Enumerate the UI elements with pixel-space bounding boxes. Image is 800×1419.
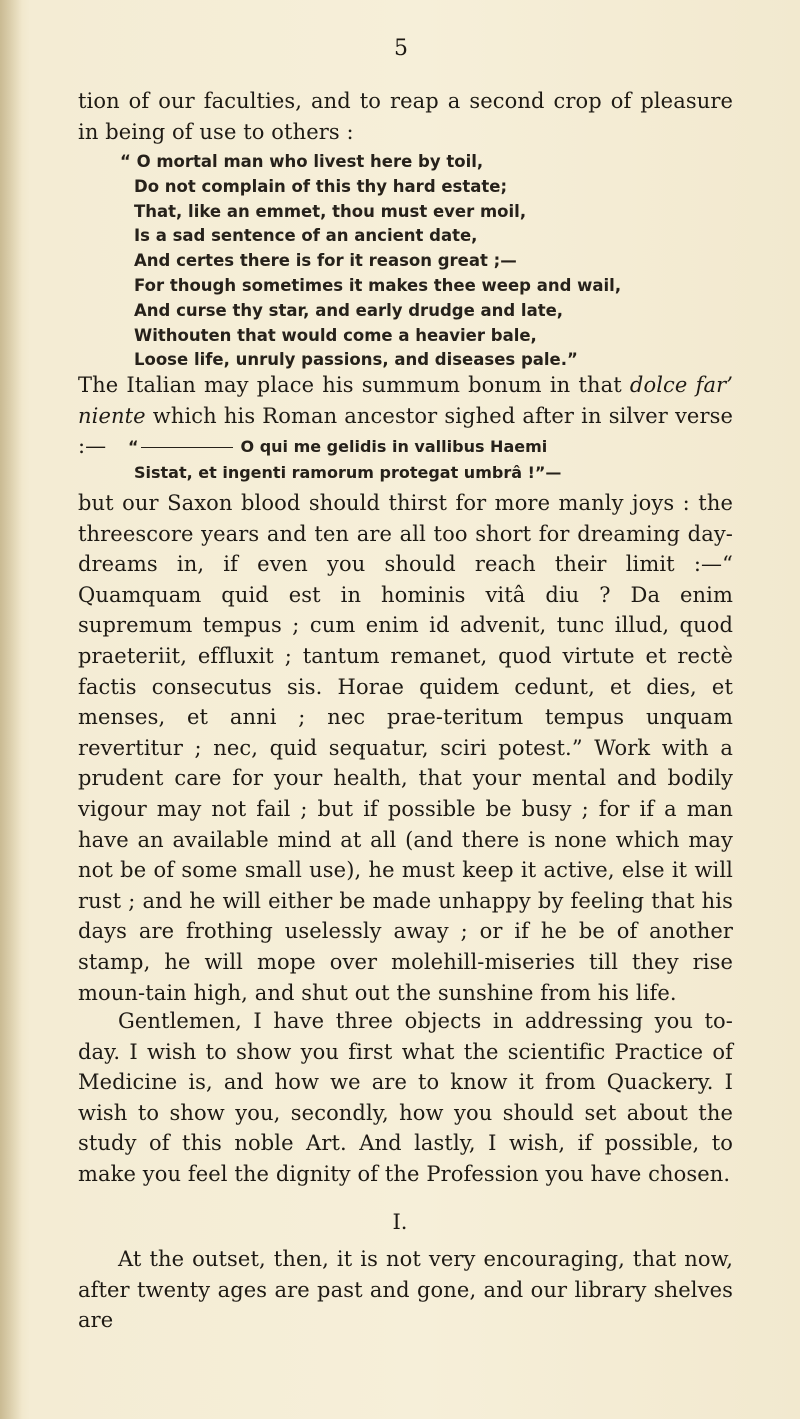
poem-line: For though sometimes it makes thee weep and wail,	[134, 275, 622, 295]
italian-text-before: The Italian may place his summum bonum in that	[78, 373, 630, 397]
paragraph-outset: At the outset, then, it is not very encouraging, that now, after twenty ages are past and gone, and our library shelves are	[78, 1247, 733, 1333]
poem-line: And certes there is for it reason great ;—	[134, 251, 517, 271]
paragraph-gentlemen: Gentlemen, I have three objects in addressing you to-day. I wish to show you first what the scientific Practice of Medicine is, and how we are to know it from Quackery. I wish to show you, secondly, how you should set about the study of this noble Art. And lastly, I wish, if possible, to make you feel the dignity of the Profession you have chosen.	[78, 1009, 733, 1186]
poem-line: Is a sad sentence of an ancient date,	[134, 226, 478, 246]
section-number: I.	[392, 1210, 408, 1234]
poem-line: Withouten that would come a heavier bale,	[134, 325, 537, 345]
poem-line: “ O mortal man who livest here by toil,	[120, 152, 484, 171]
binding-shadow	[0, 0, 22, 1419]
poem-quote	[120, 150, 720, 373]
paragraph-saxon: but our Saxon blood should thirst for more manly joys : the threescore years and ten are all too short for dreaming day-dreams in, if even you should reach their limit :—“ Quamquam quid est in hominis vitâ diu ? Da enim supremum tempus ; cum enim id advenit, tunc illud, quod praeteriit, effluxit ; tantum remanet, quod virtute et rectè factis consecutus sis. Horae quidem cedunt, et dies, et menses, et anni ; nec prae-teritum tempus unquam revertitur ; nec, quid sequatur, sciri potest.” Work with a prudent care for your health, that your mental and bodily vigour may not fail ; but if possible be busy ; for if a man have an available mind at all (and there is none which may not be of some small use), he must keep it active, else it will rust ; and he will either be made unhappy by feeling that his days are frothing uselessly away ; or if he be of another stamp, he will mope over molehill-miseries till they rise moun-tain high, and shut out the sunshine from his life.	[78, 491, 733, 1005]
latin-line-2: Sistat, et ingenti ramorum protegat umbrâ !”—	[134, 463, 562, 482]
poem-line: That, like an emmet, thou must ever moil,	[134, 201, 527, 221]
poem-line: Do not complain of this thy hard estate;	[134, 176, 508, 196]
latin-line-1: “ O qui me gelidis in vallibus Haemi	[128, 437, 548, 456]
italian-phrase: dolce far’ niente	[78, 373, 733, 428]
latin-quote	[120, 434, 720, 486]
italian-text-after: which his Roman ancestor sighed after in silver verse :—	[78, 403, 733, 459]
ellipsis-dash	[141, 447, 233, 448]
page-number: 5	[394, 36, 408, 61]
poem-line: Loose life, unruly passions, and diseases pale.”	[134, 350, 578, 370]
paragraph-intro: tion of our faculties, and to reap a second crop of pleasure in being of use to others :	[78, 89, 733, 144]
poem-line: And curse thy star, and early drudge and late,	[134, 300, 564, 320]
